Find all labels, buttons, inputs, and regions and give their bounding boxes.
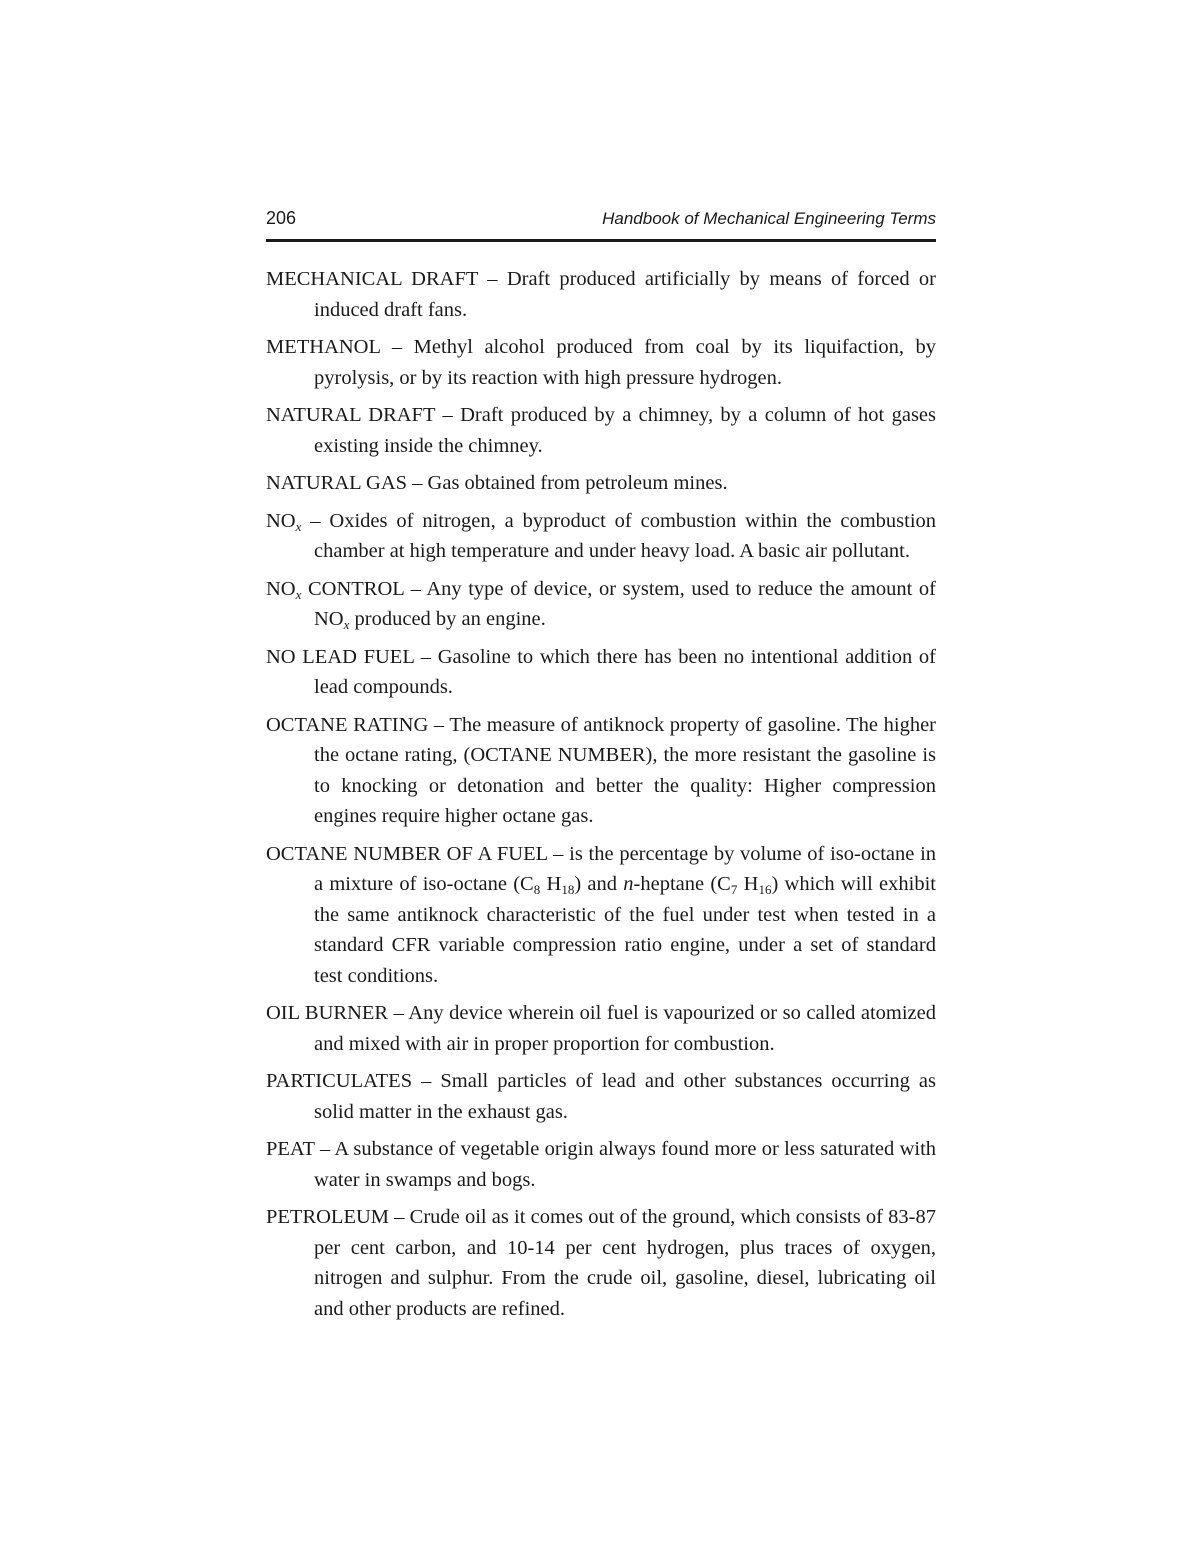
entry-term <box>266 510 301 532</box>
entry-term: PARTICULATES <box>266 1070 413 1092</box>
entry-definition: Gasoline to which there has been no intentional addition of lead compounds. <box>314 645 937 698</box>
entry-term: OIL BURNER <box>266 1002 389 1024</box>
running-header <box>266 206 936 242</box>
entry-definition: is the percentage by volume of iso-octane in a mixture of iso-octane ($C_8$ $H_{18}$) and n-heptane ($C_7$ $H_{16}$) which will exhibit the same antiknock characteristic of the fuel under test when tested in a standard CFR variable compression ratio engine, under a set of standard test conditions. <box>314 842 937 987</box>
term-suffix: CONTROL <box>301 577 405 600</box>
glossary-entry <box>266 506 936 567</box>
entry-dash: – <box>412 472 423 494</box>
page-number: 206 <box>266 208 297 228</box>
entry-dash: – <box>393 1002 404 1024</box>
term-subscript: x <box>295 586 302 602</box>
entry-definition: Any device wherein oil fuel is vapourized or so called atomized and mixed with air in proper proportion for combustion. <box>314 1002 937 1055</box>
entry-dash: – <box>319 1138 331 1160</box>
glossary-entry <box>266 642 936 703</box>
entry-definition: Methyl alcohol produced from coal by its liquifaction, by pyrolysis, or by its reaction with high pressure hydrogen. <box>314 336 937 389</box>
entry-term: NATURAL DRAFT <box>266 404 436 426</box>
entry-term: OCTANE NUMBER OF A FUEL <box>266 842 548 865</box>
entry-dash: – <box>310 509 321 532</box>
glossary-entry <box>266 1134 936 1195</box>
glossary-entry <box>266 998 936 1059</box>
entry-term: MECHANICAL DRAFT <box>266 268 479 290</box>
glossary-entry <box>266 468 936 499</box>
term-main: NO <box>266 577 296 600</box>
glossary-entry <box>266 332 936 393</box>
entry-term <box>266 578 404 600</box>
entry-definition: Any type of device, or system, used to reduce the amount of $NO_x$ produced by an engine. <box>314 577 937 632</box>
entry-definition: The measure of antiknock property of gasoline. The higher the octane rating, (OCTANE NUMBER), the more resistant the gasoline is to knocking or detonation and better the quality: Higher compression engines require higher octane gas. <box>314 713 936 827</box>
glossary-entry <box>266 1066 936 1127</box>
entry-term: NATURAL GAS <box>266 472 408 494</box>
entry-definition: Draft produced by a chimney, by a column of hot gases existing inside the chimney. <box>314 404 937 457</box>
entry-dash: – <box>391 336 403 358</box>
entry-definition: Draft produced artificially by means of forced or induced draft fans. <box>314 268 937 321</box>
glossary-entry <box>266 400 936 461</box>
entry-term: NO LEAD FUEL <box>266 645 415 668</box>
entry-dash: – <box>433 713 445 736</box>
entry-dash: – <box>487 268 498 290</box>
term-subscript: x <box>295 518 302 534</box>
glossary-entry <box>266 710 936 832</box>
entry-dash: – <box>394 1206 405 1228</box>
entry-definition: A substance of vegetable origin always found more or less saturated with water in swamps and bogs. <box>314 1138 937 1191</box>
glossary-entries <box>266 264 936 1324</box>
entry-definition: Oxides of nitrogen, a byproduct of combustion within the combustion chamber at high temperature and under heavy load. A basic air pollutant. <box>314 509 937 562</box>
entry-definition: Crude oil as it comes out of the ground, which consists of 83-87 per cent carbon, and 10-14 per cent hydrogen, plus traces of oxygen, nitrogen and sulphur. From the crude oil, gasoline, diesel, lubricating oil and other products are refined. <box>314 1206 937 1320</box>
term-main: NO <box>266 509 296 532</box>
entry-dash: – <box>553 842 564 865</box>
entry-dash: – <box>420 645 432 668</box>
entry-dash: – <box>442 404 453 426</box>
entry-dash: – <box>410 577 421 600</box>
glossary-entry <box>266 574 936 635</box>
glossary-entry <box>266 264 936 325</box>
glossary-entry <box>266 839 936 992</box>
entry-term: OCTANE RATING <box>266 713 429 736</box>
entry-term: PEAT <box>266 1138 315 1160</box>
book-title: Handbook of Mechanical Engineering Terms <box>602 209 936 228</box>
entry-definition: Gas obtained from petroleum mines. <box>427 472 728 494</box>
book-page <box>266 206 936 1331</box>
glossary-entry <box>266 1202 936 1324</box>
entry-term: PETROLEUM <box>266 1206 389 1228</box>
entry-definition: Small particles of lead and other substances occurring as solid matter in the exhaust gas. <box>314 1070 937 1123</box>
entry-term: METHANOL <box>266 336 381 358</box>
entry-dash: – <box>421 1070 432 1092</box>
